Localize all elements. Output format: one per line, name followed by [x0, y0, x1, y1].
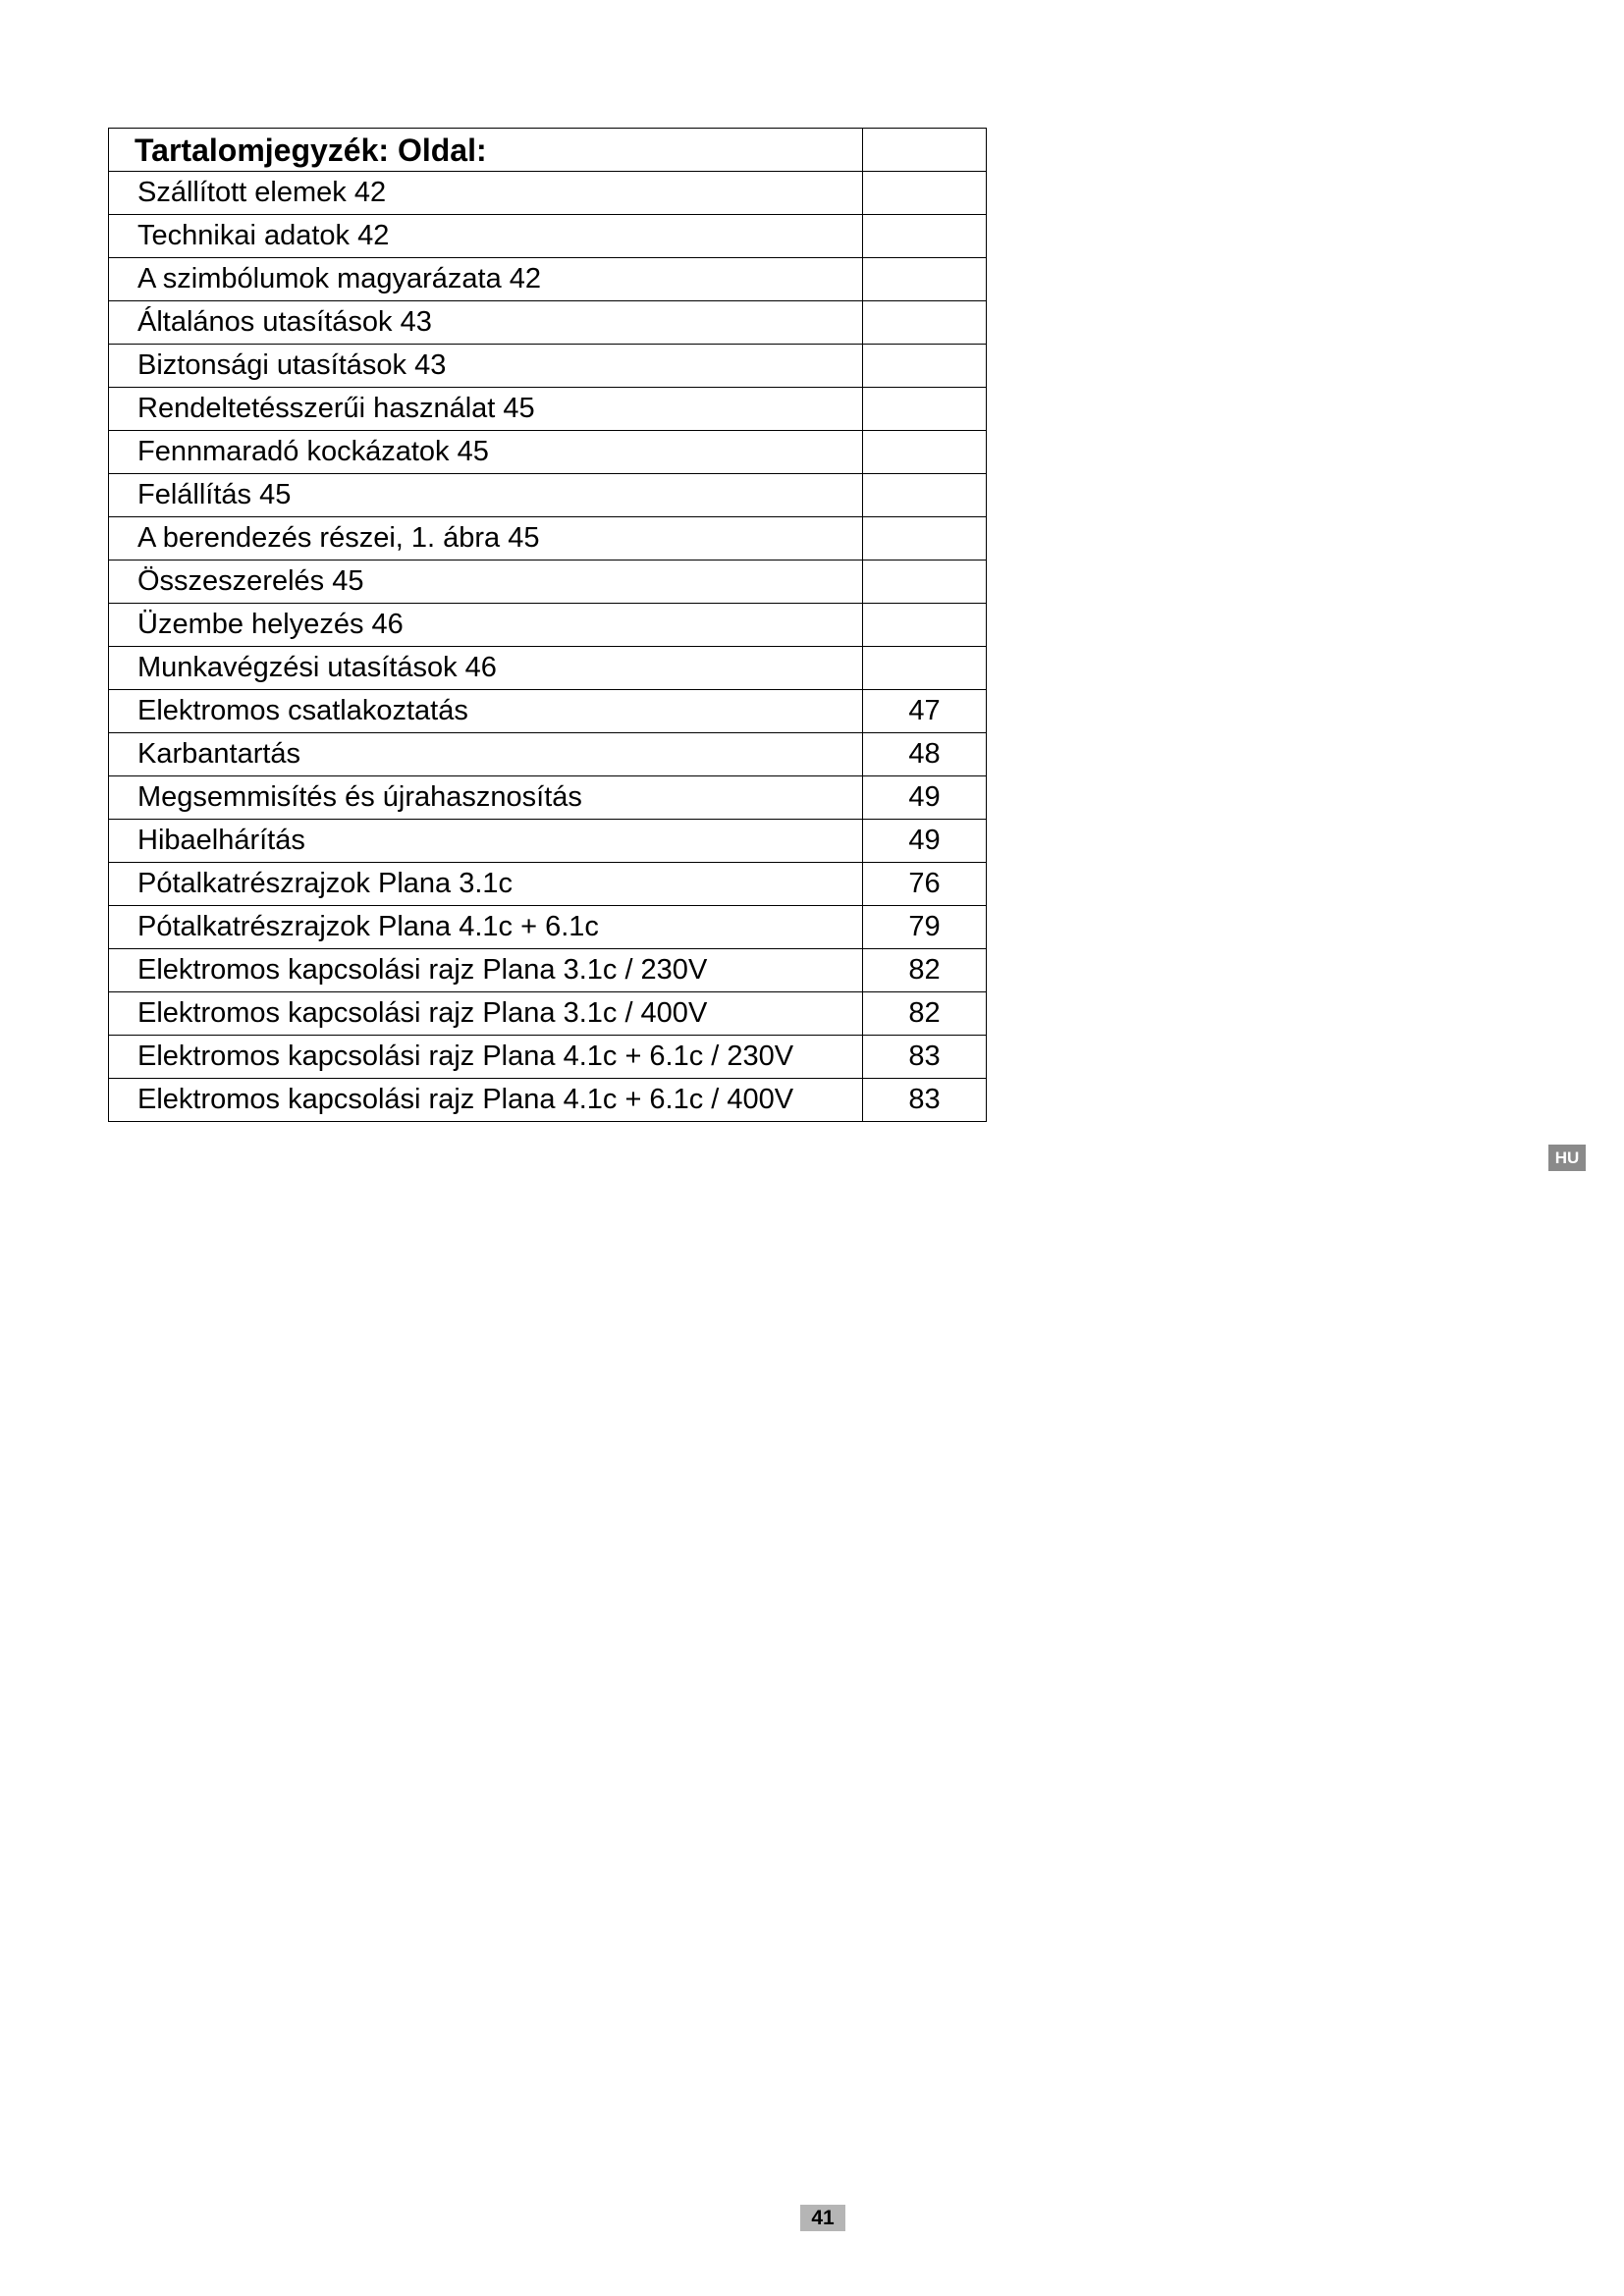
toc-entry-page: 76	[863, 863, 987, 906]
toc-entry-page	[863, 258, 987, 301]
toc-entry-title: Rendeltetésszerűi használat 45	[109, 388, 863, 431]
toc-entry-page	[863, 215, 987, 258]
toc-entry-page	[863, 604, 987, 647]
toc-entry-page	[863, 431, 987, 474]
toc-row	[109, 992, 987, 1036]
toc-entry-title: Felállítás 45	[109, 474, 863, 517]
toc-entry-title: Szállított elemek 42	[109, 172, 863, 215]
toc-entry-title: A szimbólumok magyarázata 42	[109, 258, 863, 301]
toc-entry-title: Pótalkatrészrajzok Plana 4.1c + 6.1c	[109, 906, 863, 949]
language-badge: HU	[1548, 1145, 1586, 1171]
toc-entry-page: 83	[863, 1079, 987, 1122]
toc-row	[109, 647, 987, 690]
toc-entry-title: Elektromos kapcsolási rajz Plana 4.1c + 6.1c / 400V	[109, 1079, 863, 1122]
toc-entry-page	[863, 172, 987, 215]
toc-row	[109, 690, 987, 733]
toc-entry-title: Elektromos kapcsolási rajz Plana 4.1c + 6.1c / 230V	[109, 1036, 863, 1079]
toc-entry-page: 47	[863, 690, 987, 733]
toc-entry-title: Biztonsági utasítások 43	[109, 345, 863, 388]
toc-entry-page: 49	[863, 776, 987, 820]
toc-entry-title: Elektromos kapcsolási rajz Plana 3.1c / 400V	[109, 992, 863, 1036]
toc-entry-page: 49	[863, 820, 987, 863]
toc-row	[109, 1079, 987, 1122]
toc-entry-title: Általános utasítások 43	[109, 301, 863, 345]
toc-row	[109, 517, 987, 561]
toc-row	[109, 258, 987, 301]
toc-entry-title: Fennmaradó kockázatok 45	[109, 431, 863, 474]
toc-entry-page	[863, 345, 987, 388]
toc-entry-title: Pótalkatrészrajzok Plana 3.1c	[109, 863, 863, 906]
toc-entry-page	[863, 561, 987, 604]
toc-entry-page: 83	[863, 1036, 987, 1079]
toc-header-row	[109, 129, 987, 172]
toc-entry-title: Karbantartás	[109, 733, 863, 776]
toc-entry-title: Elektromos csatlakoztatás	[109, 690, 863, 733]
toc-entry-title: Hibaelhárítás	[109, 820, 863, 863]
toc-row	[109, 345, 987, 388]
toc-row	[109, 1036, 987, 1079]
toc-entry-page	[863, 388, 987, 431]
toc-entry-page	[863, 474, 987, 517]
toc-entry-page	[863, 647, 987, 690]
toc-entry-page: 82	[863, 949, 987, 992]
toc-row	[109, 561, 987, 604]
toc-entry-title: Üzembe helyezés 46	[109, 604, 863, 647]
toc-entry-page	[863, 517, 987, 561]
toc-entry-title: Összeszerelés 45	[109, 561, 863, 604]
toc-row	[109, 820, 987, 863]
toc-entry-title: Elektromos kapcsolási rajz Plana 3.1c / 230V	[109, 949, 863, 992]
toc-row	[109, 733, 987, 776]
toc-row	[109, 949, 987, 992]
toc-row	[109, 215, 987, 258]
toc-entry-page: 48	[863, 733, 987, 776]
toc-header-page-cell	[863, 129, 987, 172]
toc-entry-page: 82	[863, 992, 987, 1036]
table-of-contents	[108, 128, 987, 1122]
toc-entry-title: A berendezés részei, 1. ábra 45	[109, 517, 863, 561]
toc-row	[109, 776, 987, 820]
toc-row	[109, 431, 987, 474]
toc-row	[109, 863, 987, 906]
toc-row	[109, 388, 987, 431]
toc-heading: Tartalomjegyzék: Oldal:	[109, 129, 863, 172]
toc-row	[109, 906, 987, 949]
toc-entry-title: Munkavégzési utasítások 46	[109, 647, 863, 690]
toc-row	[109, 172, 987, 215]
toc-row	[109, 474, 987, 517]
toc-entry-title: Technikai adatok 42	[109, 215, 863, 258]
toc-row	[109, 301, 987, 345]
toc-row	[109, 604, 987, 647]
page-number: 41	[800, 2205, 845, 2231]
toc-entry-page: 79	[863, 906, 987, 949]
toc-body	[109, 129, 987, 1122]
toc-entry-title: Megsemmisítés és újrahasznosítás	[109, 776, 863, 820]
toc-entry-page	[863, 301, 987, 345]
